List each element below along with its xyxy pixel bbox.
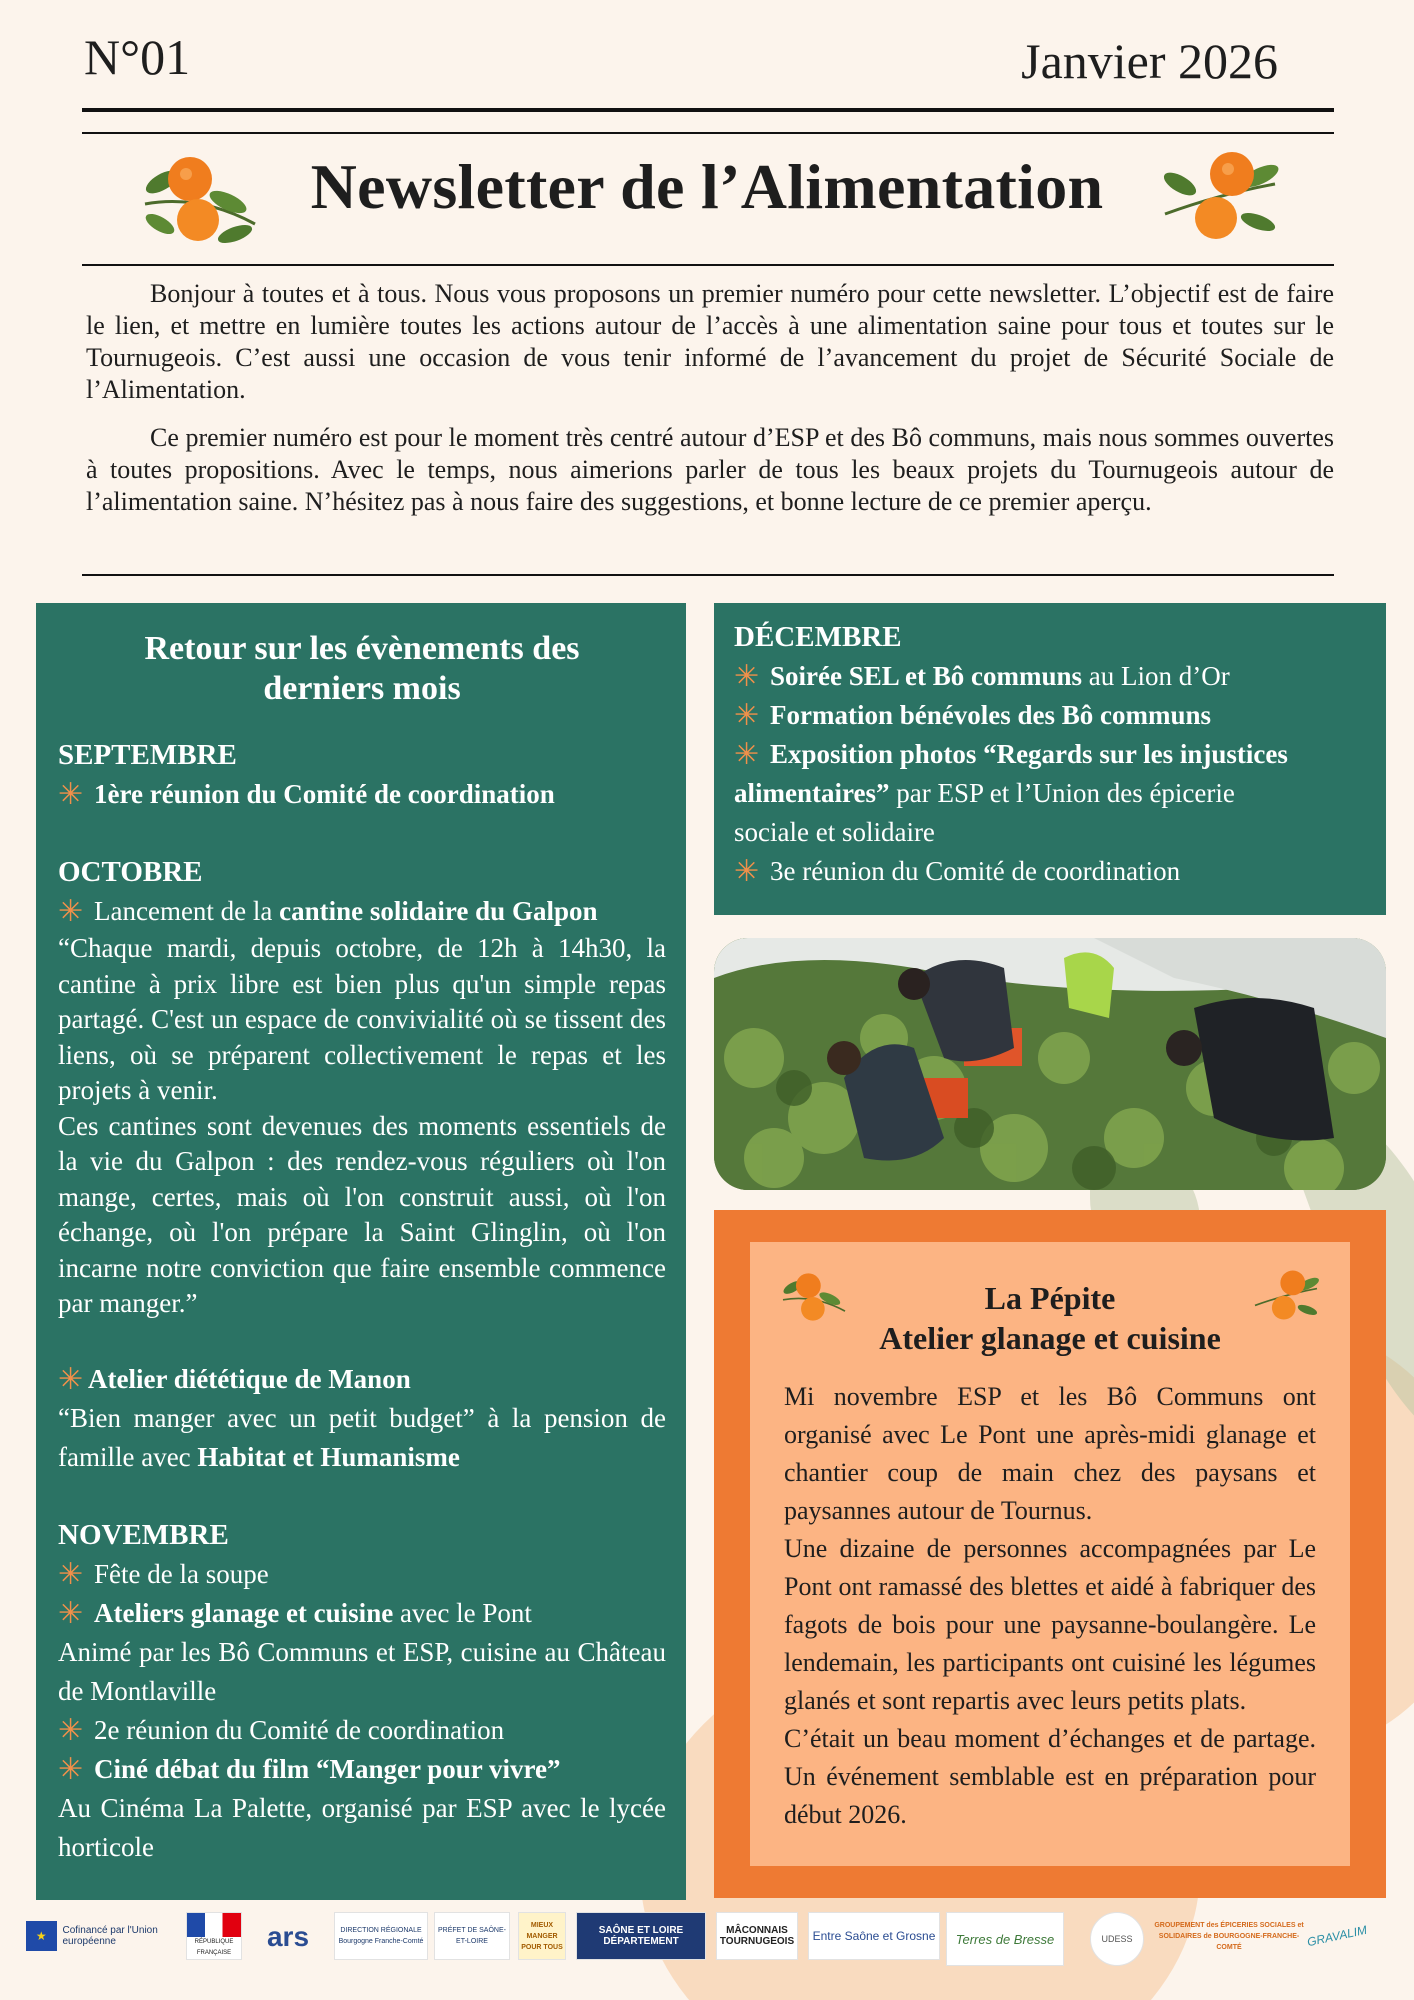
- december-panel: [714, 603, 1386, 915]
- event-title: Exposition photos “Regards sur les injustices: [770, 739, 1288, 769]
- sparkle-icon: ✳: [734, 855, 760, 888]
- logo-text: SAÔNE ET LOIRE DÉPARTEMENT: [598, 1925, 684, 1947]
- logo-prefet: [434, 1912, 510, 1960]
- logo-gravalim: [1300, 1906, 1375, 1967]
- logo-mieux-manger: [518, 1912, 566, 1960]
- event-title: Formation bénévoles des Bô communs: [770, 700, 1211, 730]
- intro-section: [86, 278, 1334, 534]
- sparkle-icon: ✳: [58, 1557, 84, 1591]
- pepite-box: [714, 1210, 1386, 1898]
- logo-text: DIRECTION RÉGIONALE Bourgogne Franche-Comté: [338, 1927, 424, 1945]
- sparkle-icon: ✳: [58, 1362, 84, 1396]
- event-item: [734, 657, 1366, 696]
- month-heading-december: DÉCEMBRE: [734, 621, 902, 653]
- orange-branch-icon: [1250, 1266, 1322, 1328]
- logo-maconnais: [716, 1912, 798, 1960]
- event-title: 1ère réunion du Comité de coordination: [94, 779, 555, 809]
- logo-text: Terres de Bresse: [955, 1931, 1055, 1947]
- sparkle-icon: ✳: [58, 1713, 84, 1747]
- partner-logos: [24, 1912, 1369, 1982]
- title-rule: [82, 264, 1334, 266]
- event-description: Animé par les Bô Communs et ESP, cuisine au Château de Montlaville: [58, 1636, 666, 1706]
- event-title: Ateliers glanage et cuisine: [94, 1597, 394, 1628]
- photo-illustration: [714, 938, 1386, 1190]
- event-item: [58, 1360, 666, 1399]
- event-item: [58, 1750, 666, 1789]
- event-partner: Habitat et Humanisme: [197, 1441, 460, 1472]
- intro-paragraph: Bonjour à toutes et à tous. Nous vous proposons un premier numéro pour cette newsletter. L’objectif est de faire le lien, et mettre en lumière toutes les actions autour de l’accès à une alimentation saine pour tous et toutes sur le Tournugeois. C’est aussi une occasion de vous tenir informé de l’avancement du projet de Sécurité Sociale de l’Alimentation.: [86, 279, 1334, 404]
- event-text: “Bien manger avec un petit budget” à la pension de famille avec: [58, 1402, 666, 1472]
- event-text: Lancement de la: [94, 896, 280, 926]
- event-text: 2e réunion du Comité de coordination: [94, 1714, 505, 1745]
- events-title-line: derniers mois: [263, 670, 461, 707]
- logo-text: GRAVALIM: [1305, 1922, 1369, 1949]
- logo-text: MÂCONNAIS TOURNUGEOIS: [719, 1925, 795, 1947]
- event-item: [58, 775, 666, 814]
- events-panel: [36, 603, 686, 1900]
- pepite-title-line: La Pépite: [984, 1280, 1116, 1316]
- event-text: par ESP et l’Union des épicerie: [889, 778, 1235, 808]
- sparkle-icon: ✳: [58, 1752, 84, 1786]
- event-item-continued: [734, 774, 1366, 813]
- event-item: [734, 696, 1366, 735]
- pepite-paragraph: Une dizaine de personnes accompagnées par Le Pont ont ramassé des blettes et aidé à fabriquer des fagots de bois pour une paysanne-boulangère. Le lendemain, les participants ont cuisiné les légumes glanés et sont repartis avec leurs petits plats.: [784, 1534, 1316, 1715]
- logo-text: Entre Saône et Grosne: [812, 1928, 936, 1943]
- logo-entre-saone: [808, 1912, 940, 1960]
- events-title: [58, 629, 666, 709]
- issue-date: Janvier 2026: [1021, 33, 1278, 89]
- orange-branch-icon: [778, 1266, 850, 1328]
- header-rule-thick: [82, 108, 1334, 112]
- logo-ars: [248, 1912, 328, 1960]
- event-text: Fête de la soupe: [94, 1558, 269, 1589]
- logo-groupement: [1154, 1912, 1304, 1960]
- event-item: [58, 1555, 666, 1594]
- event-title: alimentaires”: [734, 778, 890, 808]
- logo-text: ars: [266, 1920, 310, 1952]
- event-item: [58, 1594, 666, 1633]
- month-heading-october: OCTOBRE: [58, 856, 203, 888]
- pepite-title: [784, 1242, 1316, 1358]
- logo-eu: [26, 1912, 178, 1960]
- event-quote: Ces cantines sont devenues des moments essentiels de la vie du Galpon : des rendez-vous réguliers où l'on mange, certes, mais où l'on construit aussi, où l'on échange, où l'on prépare la Saint Glinglin, où l'on incarne notre conviction que faire ensemble commence par manger.”: [58, 1110, 666, 1318]
- sparkle-icon: ✳: [734, 660, 760, 693]
- event-description: [58, 1399, 666, 1477]
- event-item: [734, 852, 1366, 891]
- event-title: Soirée SEL et Bô communs: [770, 661, 1083, 691]
- intro-paragraph: Ce premier numéro est pour le moment très centré autour d’ESP et des Bô communs, mais nous sommes ouvertes à toutes propositions. Avec le temps, nous aimerions parler de tous les beaux projets du Tournugeois autour de l’alimentation saine. N’hésitez pas à nous faire des suggestions, et bonne lecture de ce premier aperçu.: [86, 423, 1334, 516]
- event-title: cantine solidaire du Galpon: [279, 896, 598, 926]
- sparkle-icon: ✳: [58, 895, 84, 928]
- sparkle-icon: ✳: [58, 1596, 84, 1630]
- event-item: [58, 1711, 666, 1750]
- logo-terres-bresse: [946, 1912, 1064, 1966]
- pepite-subtitle: Atelier glanage et cuisine: [879, 1320, 1221, 1356]
- logo-udess: [1090, 1912, 1144, 1966]
- event-item-continued: sociale et solidaire: [734, 817, 935, 847]
- logo-saone-loire: [576, 1912, 706, 1960]
- logo-republique: [186, 1912, 242, 1960]
- event-description: Au Cinéma La Palette, organisé par ESP avec le lycée horticole: [58, 1792, 666, 1862]
- issue-number: N°01: [84, 29, 191, 85]
- logo-text: GROUPEMENT des ÉPICERIES SOCIALES et SOLIDAIRES de BOURGOGNE-FRANCHE-COMTÉ: [1154, 1921, 1304, 1951]
- month-heading-september: SEPTEMBRE: [58, 739, 237, 771]
- month-heading-november: NOVEMBRE: [58, 1518, 229, 1551]
- event-text: au Lion d’Or: [1082, 661, 1230, 691]
- logo-draaf: [334, 1912, 428, 1960]
- logo-text: PRÉFET DE SAÔNE-ET-LOIRE: [438, 1927, 506, 1945]
- logo-text: Cofinancé par l'Union européenne: [62, 1925, 158, 1947]
- intro-rule: [82, 574, 1334, 576]
- logo-text: MIEUX MANGER POUR TOUS: [521, 1921, 563, 1951]
- event-quote: “Chaque mardi, depuis octobre, de 12h à 14h30, la cantine à prix libre est bien plus qu'un simple repas partagé. C'est un espace de convivialité où se tissent des liens, où se préparent collectivement le repas et les projets à venir.: [58, 933, 666, 1105]
- pepite-paragraph: C’était un beau moment d’échanges et de partage. Un événement semblable est en préparation pour début 2026.: [784, 1724, 1316, 1829]
- events-title-line: Retour sur les évènements des: [144, 630, 580, 667]
- event-item: [734, 735, 1366, 774]
- event-text: avec le Pont: [393, 1597, 532, 1628]
- sparkle-icon: ✳: [734, 738, 760, 771]
- eu-flag-icon: ★: [26, 1921, 57, 1951]
- logo-text: UDESS: [1101, 1933, 1133, 1944]
- event-text: 3e réunion du Comité de coordination: [770, 856, 1181, 886]
- header-rule-thin: [82, 132, 1334, 134]
- event-item: [58, 892, 666, 931]
- sparkle-icon: ✳: [734, 699, 760, 732]
- sparkle-icon: ✳: [58, 778, 84, 811]
- gleaning-photo: [714, 938, 1386, 1190]
- pepite-inner: [750, 1242, 1350, 1866]
- pepite-paragraph: Mi novembre ESP et les Bô Communs ont organisé avec Le Pont une après-midi glanage et chantier coup de main chez des paysans et paysannes autour de Tournus.: [784, 1382, 1316, 1525]
- event-title: Ciné débat du film “Manger pour vivre”: [94, 1753, 561, 1784]
- newsletter-title: Newsletter de l’Alimentation: [310, 151, 1104, 222]
- event-title: Atelier diététique de Manon: [88, 1363, 411, 1394]
- logo-text: RÉPUBLIQUE FRANÇAISE: [187, 1937, 241, 1959]
